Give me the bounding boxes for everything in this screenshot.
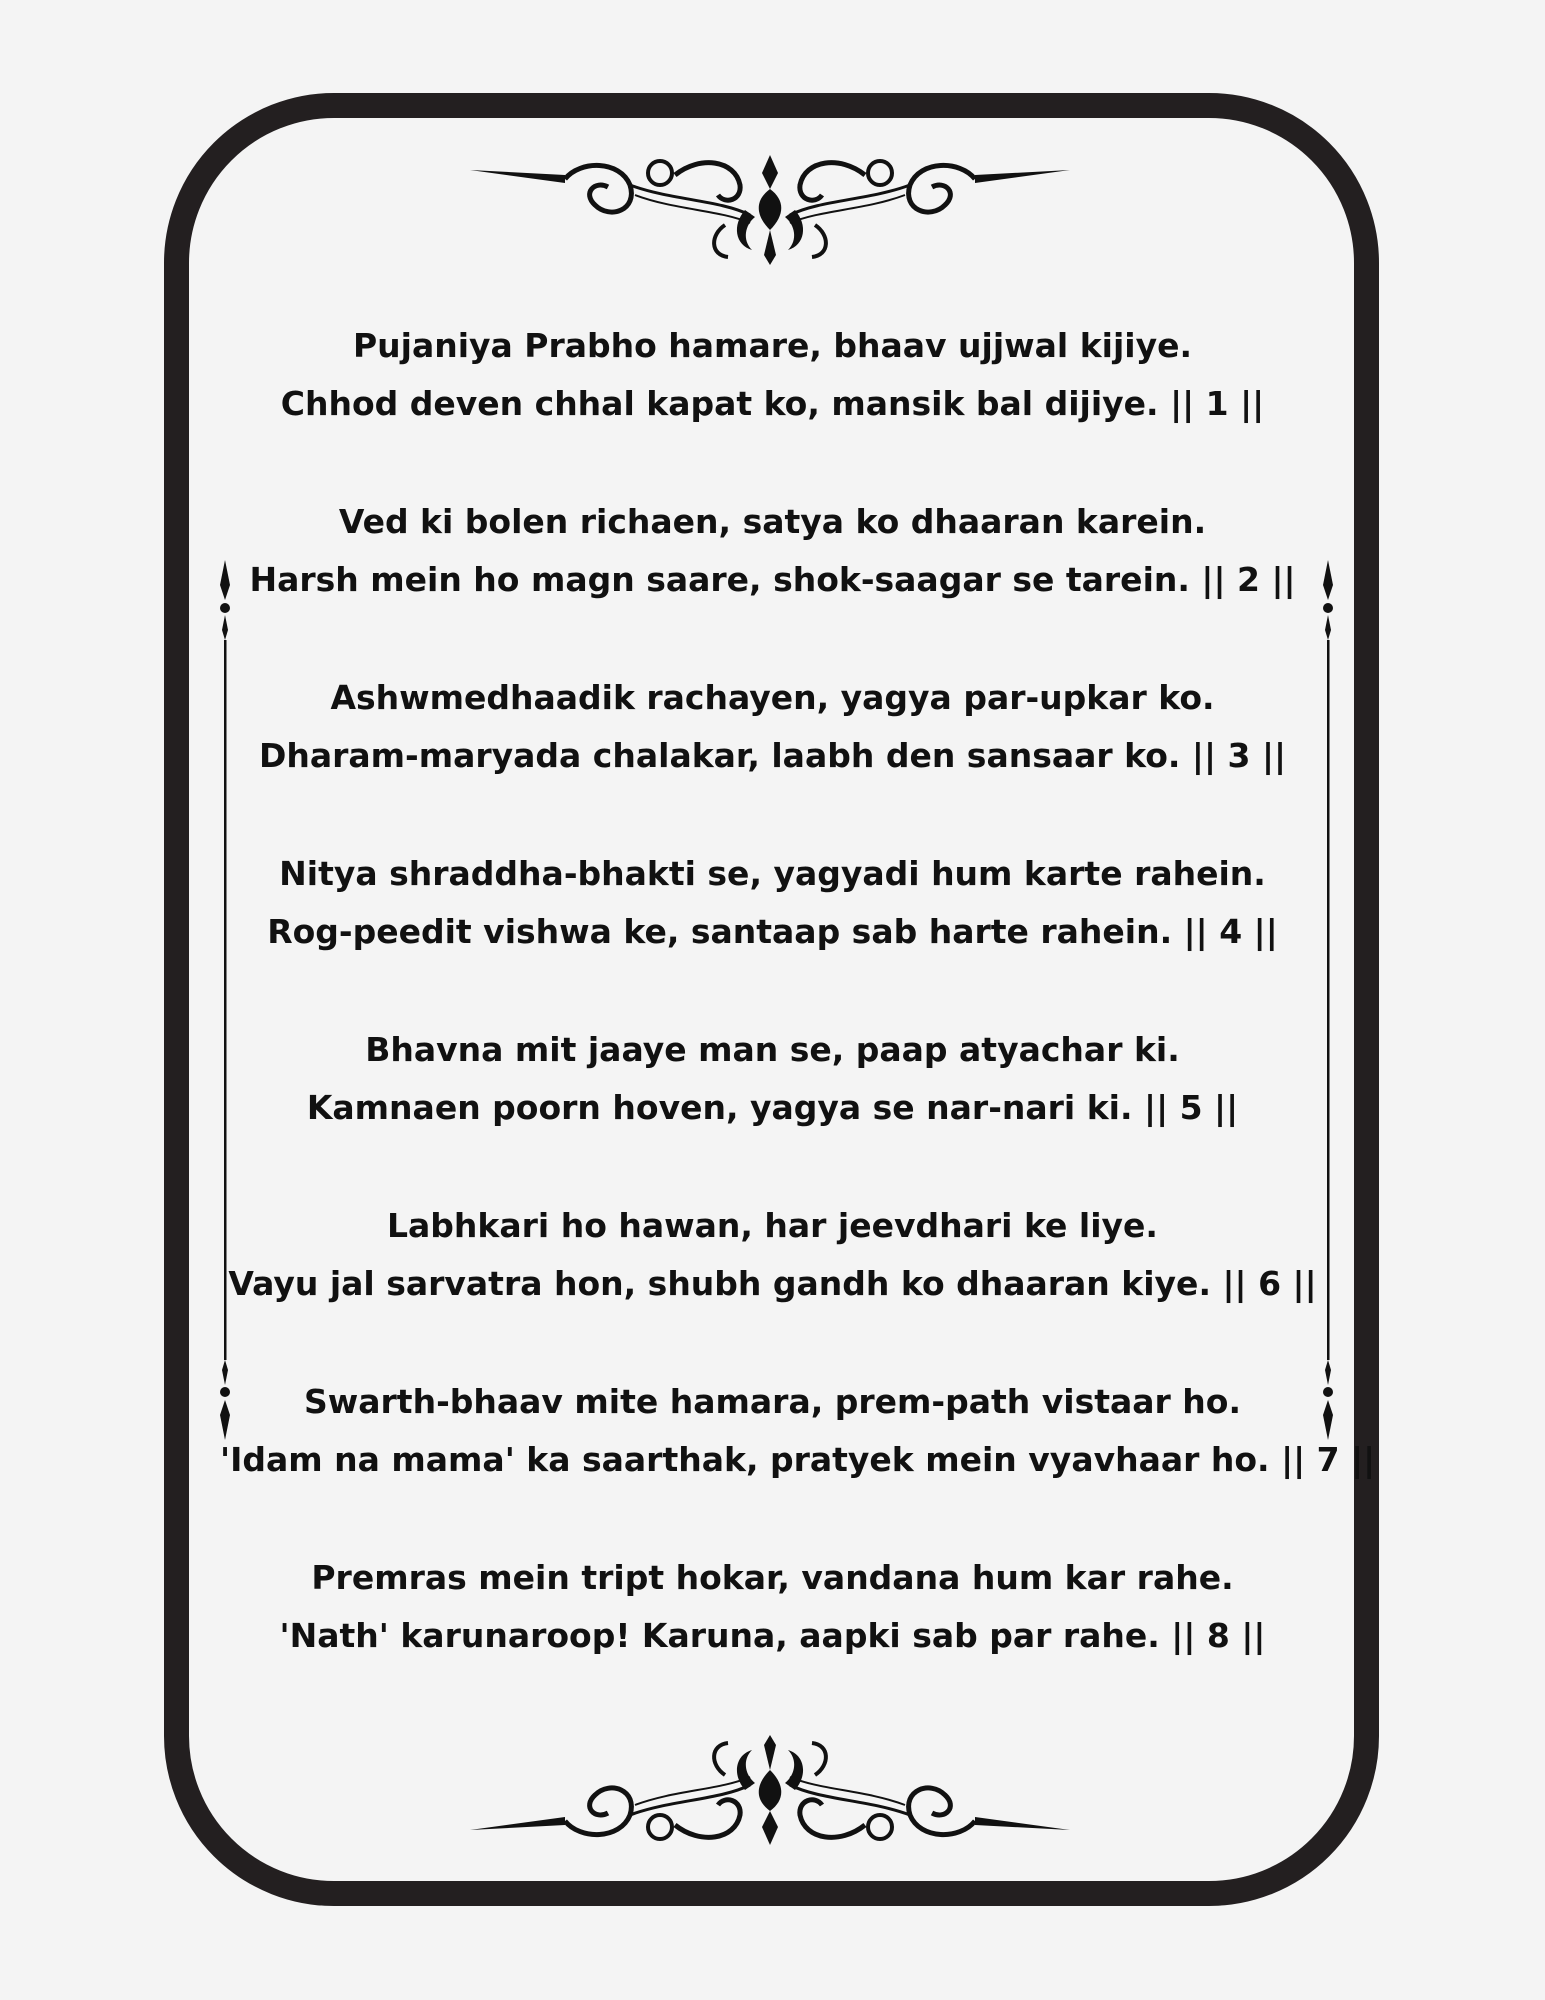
- verse-line: Dharam-maryada chalakar, laabh den sansaar ko. || 3 ||: [258, 736, 1287, 775]
- verse-line: Labhkari ho hawan, har jeevdhari ke liye.: [387, 1206, 1158, 1245]
- prayer-verses: [220, 317, 1376, 1725]
- verse-line: Bhavna mit jaaye man se, paap atyachar ki.: [365, 1030, 1180, 1069]
- verse-line: Ashwmedhaadik rachayen, yagya par-upkar ko.: [330, 678, 1215, 717]
- verse-line: Premras mein tript hokar, vandana hum kar rahe.: [311, 1558, 1234, 1597]
- verse-line: Vayu jal sarvatra hon, shubh gandh ko dhaaran kiye. || 6 ||: [228, 1264, 1317, 1303]
- verse-line: 'Idam na mama' ka saarthak, pratyek mein vyavhaar ho. || 7 ||: [220, 1440, 1376, 1479]
- verse-4: [220, 845, 1325, 1021]
- verse-line: Pujaniya Prabho hamare, bhaav ujjwal kijiye.: [352, 326, 1193, 365]
- verse-line: Ved ki bolen richaen, satya ko dhaaran karein.: [338, 502, 1207, 541]
- bottom-flourish-icon: [470, 1735, 1070, 1845]
- top-flourish-icon: [470, 155, 1070, 265]
- verse-3: [220, 669, 1325, 845]
- verse-1: [220, 317, 1325, 493]
- verse-line: Rog-peedit vishwa ke, santaap sab harte rahein. || 4 ||: [267, 912, 1278, 951]
- verse-line: Swarth-bhaav mite hamara, prem-path vistaar ho.: [304, 1382, 1241, 1421]
- verse-line: Kamnaen poorn hoven, yagya se nar-nari ki. || 5 ||: [306, 1088, 1239, 1127]
- verse-line: Chhod deven chhal kapat ko, mansik bal dijiye. || 1 ||: [280, 384, 1265, 423]
- verse-line: 'Nath' karunaroop! Karuna, aapki sab par rahe. || 8 ||: [279, 1616, 1266, 1655]
- verse-6: [220, 1197, 1325, 1373]
- verse-line: Harsh mein ho magn saare, shok-saagar se tarein. || 2 ||: [249, 560, 1296, 599]
- verse-line: Nitya shraddha-bhakti se, yagyadi hum karte rahein.: [279, 854, 1266, 893]
- verse-8: [220, 1549, 1325, 1725]
- verse-5: [220, 1021, 1325, 1197]
- verse-2: [220, 493, 1325, 669]
- verse-7: [220, 1373, 1376, 1549]
